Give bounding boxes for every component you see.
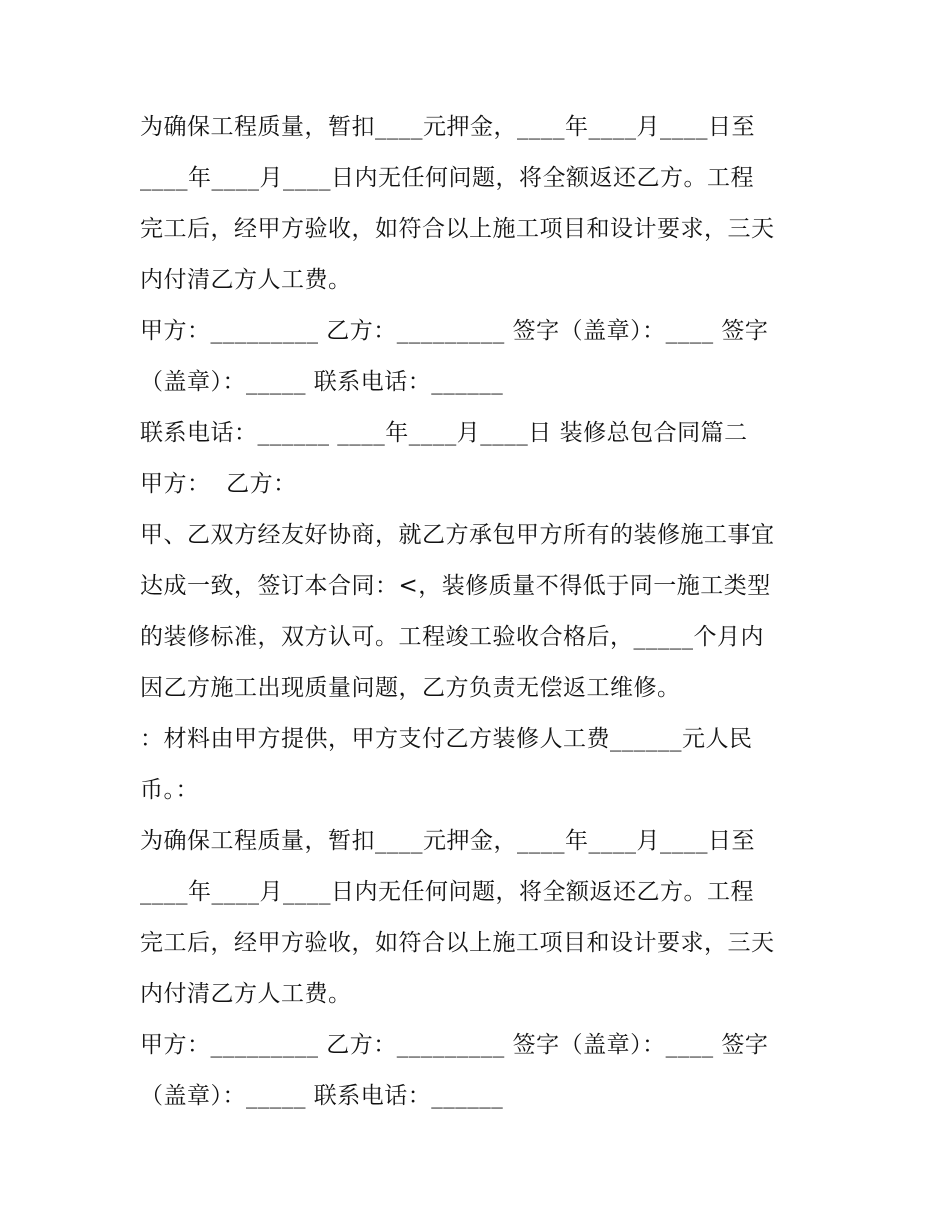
text-line: 为确保工程质量，暂扣____元押金，____年____月____日至 — [140, 114, 755, 140]
text-line: 甲方： 乙方： — [140, 471, 297, 497]
text-line: 联系电话：______ ____年____月____日 装修总包合同篇二 — [140, 420, 748, 446]
text-line: 内付清乙方人工费。 — [140, 267, 352, 293]
text-line: ____年____月____日内无任何问题，将全额返还乙方。工程 — [140, 879, 754, 905]
text-line: 达成一致，签订本合同：<，装修质量不得低于同一施工类型 — [140, 573, 771, 599]
text-line: 内付清乙方人工费。 — [140, 981, 352, 1007]
text-line: 甲方：_________ 乙方：_________ 签字（盖章）：____ 签字 — [140, 1032, 769, 1058]
text-line: 币。： — [140, 777, 199, 803]
text-line: 因乙方施工出现质量问题，乙方负责无偿返工维修。 — [140, 675, 681, 701]
text-line: 完工后，经甲方验收，如符合以上施工项目和设计要求，三天 — [140, 930, 775, 956]
text-line: ____年____月____日内无任何问题，将全额返还乙方。工程 — [140, 165, 754, 191]
text-line: 甲方：_________ 乙方：_________ 签字（盖章）：____ 签字 — [140, 318, 769, 344]
contract-text — [140, 102, 830, 1122]
text-line: 甲、乙双方经友好协商，就乙方承包甲方所有的装修施工事宜 — [140, 522, 775, 548]
text-line: 的装修标准，双方认可。工程竣工验收合格后，_____个月内 — [140, 624, 764, 650]
text-line: 为确保工程质量，暂扣____元押金，____年____月____日至 — [140, 828, 755, 854]
text-line: （盖章）：_____ 联系电话：______ — [140, 1083, 504, 1109]
text-line: （盖章）：_____ 联系电话：______ — [140, 369, 504, 395]
text-line: 完工后，经甲方验收，如符合以上施工项目和设计要求，三天 — [140, 216, 775, 242]
text-line: ：材料由甲方提供，甲方支付乙方装修人工费______元人民 — [140, 726, 753, 752]
